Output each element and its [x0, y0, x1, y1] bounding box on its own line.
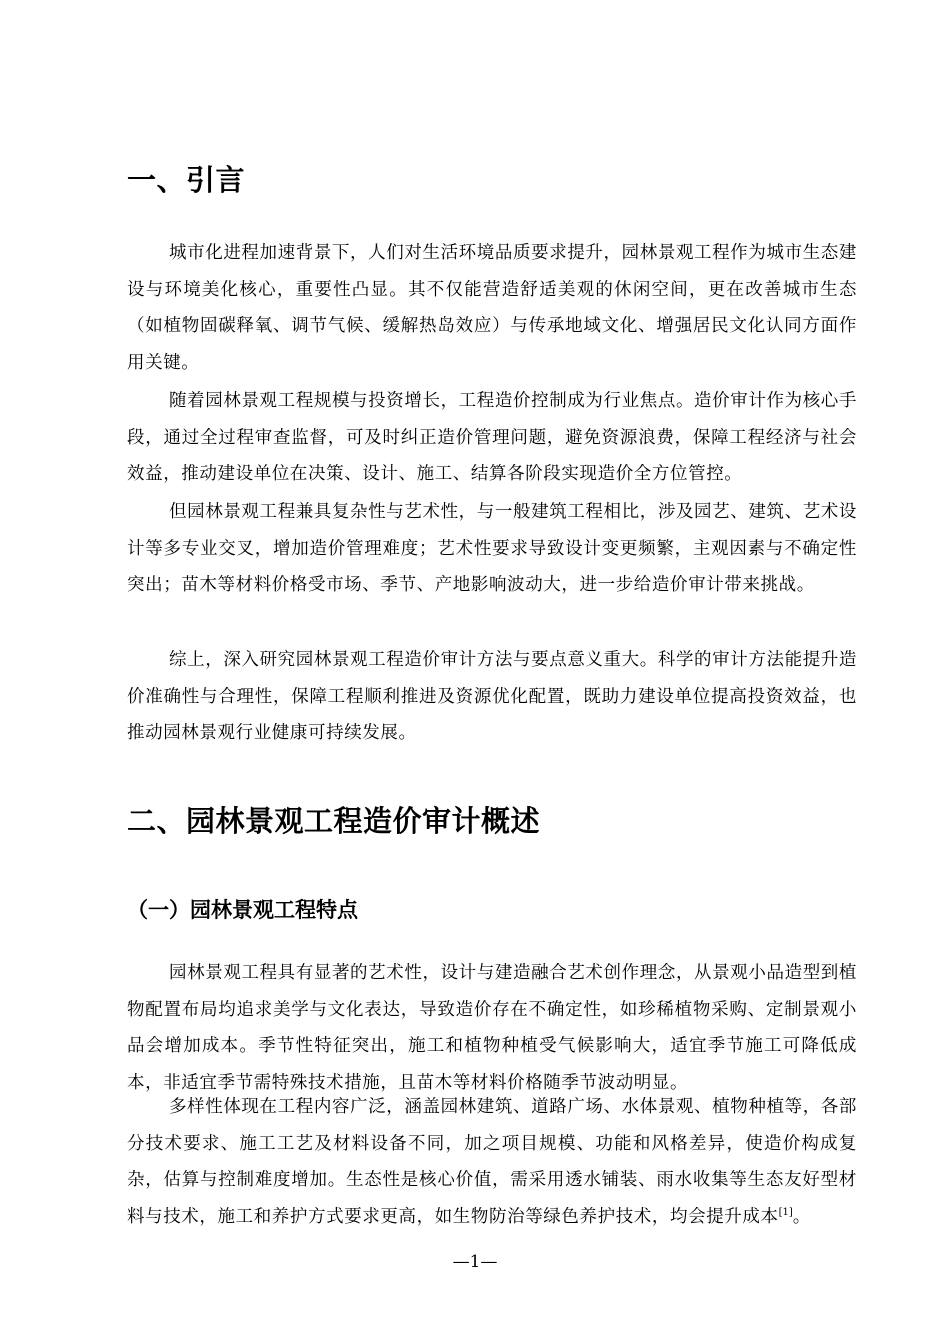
- paragraph-end: 。: [792, 1206, 811, 1227]
- section-heading-overview: 二、园林景观工程造价审计概述: [127, 804, 541, 838]
- page-number: —1—: [452, 1252, 498, 1272]
- subsection-heading-features: （一）园林景观工程特点: [127, 898, 358, 922]
- paragraph: 城市化进程加速背景下，人们对生活环境品质要求提升，园林景观工程作为城市生态建设与环境美化核心，重要性凸显。其不仅能营造舒适美观的休闲空间，更在改善城市生态（如植物固碳释氧、调节气候、缓解热岛效应）与传承地域文化、增强居民文化认同方面作用关键。: [127, 243, 857, 373]
- paragraph: 综上，深入研究园林景观工程造价审计方法与要点意义重大。科学的审计方法能提升造价准确性与合理性，保障工程顺利推进及资源优化配置，既助力建设单位提高投资效益，也推动园林景观行业健康可持续发展。: [127, 650, 857, 743]
- paragraph: 但园林景观工程兼具复杂性与艺术性，与一般建筑工程相比，涉及园艺、建筑、艺术设计等多专业交叉，增加造价管理难度；艺术性要求导致设计变更频繁，主观因素与不确定性突出；苗木等材料价格受市场、季节、产地影响波动大，进一步给造价审计带来挑战。: [127, 502, 857, 595]
- paragraph: 园林景观工程具有显著的艺术性，设计与建造融合艺术创作理念，从景观小品造型到植物配置布局均追求美学与文化表达，导致造价存在不确定性，如珍稀植物采购、定制景观小品会增加成本。季节性特征突出，施工和植物种植受气候影响大，适宜季节施工可降低成本，非适宜季节需特殊技术措施，且苗木等材料价格随季节波动明显。: [127, 963, 857, 1093]
- paragraph-with-citation: [127, 1089, 857, 1235]
- section-heading-introduction: 一、引言: [127, 163, 246, 197]
- paragraph: 随着园林景观工程规模与投资增长，工程造价控制成为行业焦点。造价审计作为核心手段，通过全过程审查监督，可及时纠正造价管理问题，避免资源浪费，保障工程经济与社会效益，推动建设单位在决策、设计、施工、结算各阶段实现造价全方位管控。: [127, 391, 857, 484]
- citation-reference[interactable]: [1]: [778, 1206, 793, 1218]
- paragraph-text: 多样性体现在工程内容广泛，涵盖园林建筑、道路广场、水体景观、植物种植等，各部分技术要求、施工工艺及材料设备不同，加之项目规模、功能和风格差异，使造价构成复杂，估算与控制难度增加。生态性是核心价值，需采用透水铺装、雨水收集等生态友好型材料与技术，施工和养护方式要求更高，如生物防治等绿色养护技术，均会提升成本: [127, 1097, 857, 1227]
